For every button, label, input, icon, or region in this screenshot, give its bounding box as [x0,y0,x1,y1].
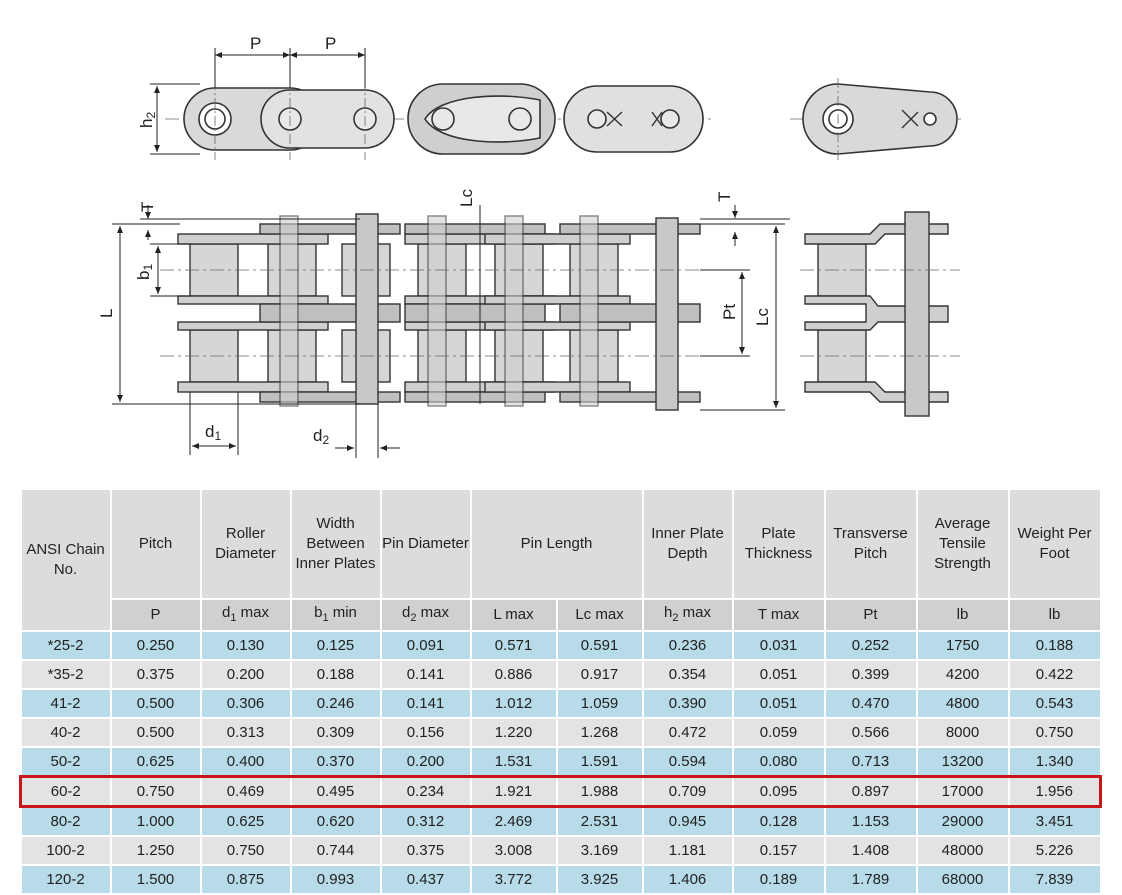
table-cell: 0.234 [381,777,471,807]
table-cell: 0.252 [825,631,917,660]
table-cell: 0.390 [643,689,733,718]
header-width-between-inner-plates: Width Between Inner Plates [291,489,381,599]
chain-number-cell: 120-2 [21,865,111,894]
table-cell: 68000 [917,865,1009,894]
table-cell: 0.625 [201,807,291,837]
unit-cell: lb [917,599,1009,631]
chain-number-cell: *25-2 [21,631,111,660]
table-cell: 0.309 [291,718,381,747]
table-cell: 0.713 [825,747,917,777]
table-cell: 0.875 [201,865,291,894]
table-cell: 0.566 [825,718,917,747]
table-cell: 1.988 [557,777,643,807]
table-cell: 29000 [917,807,1009,837]
unit-cell: L max [471,599,557,631]
label-t-right: T [715,191,734,202]
table-cell: 0.500 [111,718,201,747]
table-cell: 0.470 [825,689,917,718]
header-weight-per-foot: Weight Per Foot [1009,489,1101,599]
chain-number-cell: *35-2 [21,660,111,689]
table-cell: 1.012 [471,689,557,718]
header-roller-diameter: Roller Diameter [201,489,291,599]
table-cell: 1.340 [1009,747,1101,777]
table-cell: 0.469 [201,777,291,807]
table-cell: 1.591 [557,747,643,777]
table-cell: 1.250 [111,836,201,865]
table-cell: 0.375 [381,836,471,865]
unit-cell: $d_1$ max [201,599,291,631]
chain-number-cell: 80-2 [21,807,111,837]
table-cell: 1.500 [111,865,201,894]
table-cell: 0.594 [643,747,733,777]
table-cell: 0.354 [643,660,733,689]
table-cell: 0.437 [381,865,471,894]
table-cell: 1.268 [557,718,643,747]
table-cell: 0.543 [1009,689,1101,718]
table-cell: 0.200 [201,660,291,689]
table-cell: 3.008 [471,836,557,865]
table-cell: 0.059 [733,718,825,747]
table-cell: 2.469 [471,807,557,837]
table-cell: 0.620 [291,807,381,837]
table-cell: 0.141 [381,689,471,718]
table-cell: 1.181 [643,836,733,865]
table-cell: 0.080 [733,747,825,777]
label-lc-top: Lc [457,189,476,207]
table-cell: 3.451 [1009,807,1101,837]
table-cell: 0.250 [111,631,201,660]
unit-cell: lb [1009,599,1101,631]
table-cell: 0.236 [643,631,733,660]
table-cell: 0.495 [291,777,381,807]
table-cell: 4200 [917,660,1009,689]
table-cell: 0.031 [733,631,825,660]
table-cell: 3.925 [557,865,643,894]
table-cell: 0.189 [733,865,825,894]
table-cell: 8000 [917,718,1009,747]
table-cell: 0.591 [557,631,643,660]
label-t-left: T [138,201,157,212]
table-cell: 0.744 [291,836,381,865]
end-plan-view [805,212,948,416]
table-cell: 48000 [917,836,1009,865]
table-cell: 1.000 [111,807,201,837]
table-cell: 0.246 [291,689,381,718]
table-cell: 0.886 [471,660,557,689]
table-cell: 4800 [917,689,1009,718]
table-cell: 0.472 [643,718,733,747]
header-pin-diameter: Pin Diameter [381,489,471,599]
table-row [21,747,1101,777]
pitch-dimension [215,48,365,88]
label-pt: Pt [720,303,739,320]
label-h2: h2 [137,111,158,128]
label-p-2: P [325,34,337,53]
plan-view [178,214,700,410]
table-cell: 0.750 [201,836,291,865]
table-cell: 0.095 [733,777,825,807]
table-row [21,865,1101,894]
spec-table-body [21,631,1101,894]
table-cell: 3.772 [471,865,557,894]
unit-cell: Lc max [557,599,643,631]
label-lc-right: Lc [753,308,772,326]
table-cell: 0.051 [733,689,825,718]
table-cell: 0.130 [201,631,291,660]
table-cell: 0.200 [381,747,471,777]
label-d1: d1 [205,422,222,443]
table-cell: 5.226 [1009,836,1101,865]
end-view [790,78,965,160]
table-cell: 3.169 [557,836,643,865]
label-l: L [97,308,116,318]
table-cell: 0.370 [291,747,381,777]
table-cell: 0.399 [825,660,917,689]
table-cell: 0.945 [643,807,733,837]
table-cell: 0.125 [291,631,381,660]
table-cell: 0.188 [291,660,381,689]
table-cell: 0.051 [733,660,825,689]
table-cell: 0.993 [291,865,381,894]
unit-cell: $d_2$ max [381,599,471,631]
table-cell: 0.313 [201,718,291,747]
chain-number-cell: 60-2 [21,777,111,807]
table-cell: 0.897 [825,777,917,807]
table-cell: 0.625 [111,747,201,777]
header-pitch: Pitch [111,489,201,599]
table-cell: 0.750 [111,777,201,807]
table-cell: 1750 [917,631,1009,660]
table-cell: 0.312 [381,807,471,837]
unit-cell: $h_2$ max [643,599,733,631]
unit-cell: Pt [825,599,917,631]
table-cell: 0.375 [111,660,201,689]
label-d2: d2 [313,426,330,447]
table-cell: 0.571 [471,631,557,660]
table-cell: 2.531 [557,807,643,837]
table-cell: 0.709 [643,777,733,807]
table-cell: 0.141 [381,660,471,689]
table-cell: 0.750 [1009,718,1101,747]
table-cell: 7.839 [1009,865,1101,894]
table-cell: 0.188 [1009,631,1101,660]
table-cell: 1.789 [825,865,917,894]
unit-cell: T max [733,599,825,631]
chain-spec-table [19,488,1102,895]
unit-cell: P [111,599,201,631]
table-row [21,807,1101,837]
table-cell: 1.921 [471,777,557,807]
unit-cell: $b_1$ min [291,599,381,631]
table-row [21,836,1101,865]
table-cell: 1.956 [1009,777,1101,807]
table-row [21,631,1101,660]
table-row-highlighted [21,777,1101,807]
table-cell: 1.220 [471,718,557,747]
units-row [21,599,1101,631]
table-row [21,689,1101,718]
chain-number-cell: 100-2 [21,836,111,865]
table-cell: 0.156 [381,718,471,747]
chain-number-cell: 40-2 [21,718,111,747]
table-cell: 1.408 [825,836,917,865]
table-cell: 0.091 [381,631,471,660]
table-row [21,660,1101,689]
table-cell: 17000 [917,777,1009,807]
chain-number-cell: 50-2 [21,747,111,777]
header-pin-length: Pin Length [471,489,643,599]
table-cell: 0.128 [733,807,825,837]
label-b1: b1 [134,263,155,280]
table-cell: 1.406 [643,865,733,894]
header-plate-thickness: Plate Thickness [733,489,825,599]
chain-number-cell: 41-2 [21,689,111,718]
table-cell: 0.306 [201,689,291,718]
table-cell: 0.500 [111,689,201,718]
header-inner-plate-depth: Inner Plate Depth [643,489,733,599]
label-p-1: P [250,34,262,53]
table-cell: 13200 [917,747,1009,777]
table-cell: 0.400 [201,747,291,777]
header-ansi-chain-no: ANSI Chain No. [21,489,111,631]
table-cell: 0.917 [557,660,643,689]
table-cell: 1.153 [825,807,917,837]
header-average-tensile-strength: Average Tensile Strength [917,489,1009,599]
header-transverse-pitch: Transverse Pitch [825,489,917,599]
table-cell: 1.531 [471,747,557,777]
table-cell: 1.059 [557,689,643,718]
table-cell: 0.422 [1009,660,1101,689]
table-row [21,718,1101,747]
header-row [21,489,1101,599]
table-cell: 0.157 [733,836,825,865]
side-view [165,80,715,160]
